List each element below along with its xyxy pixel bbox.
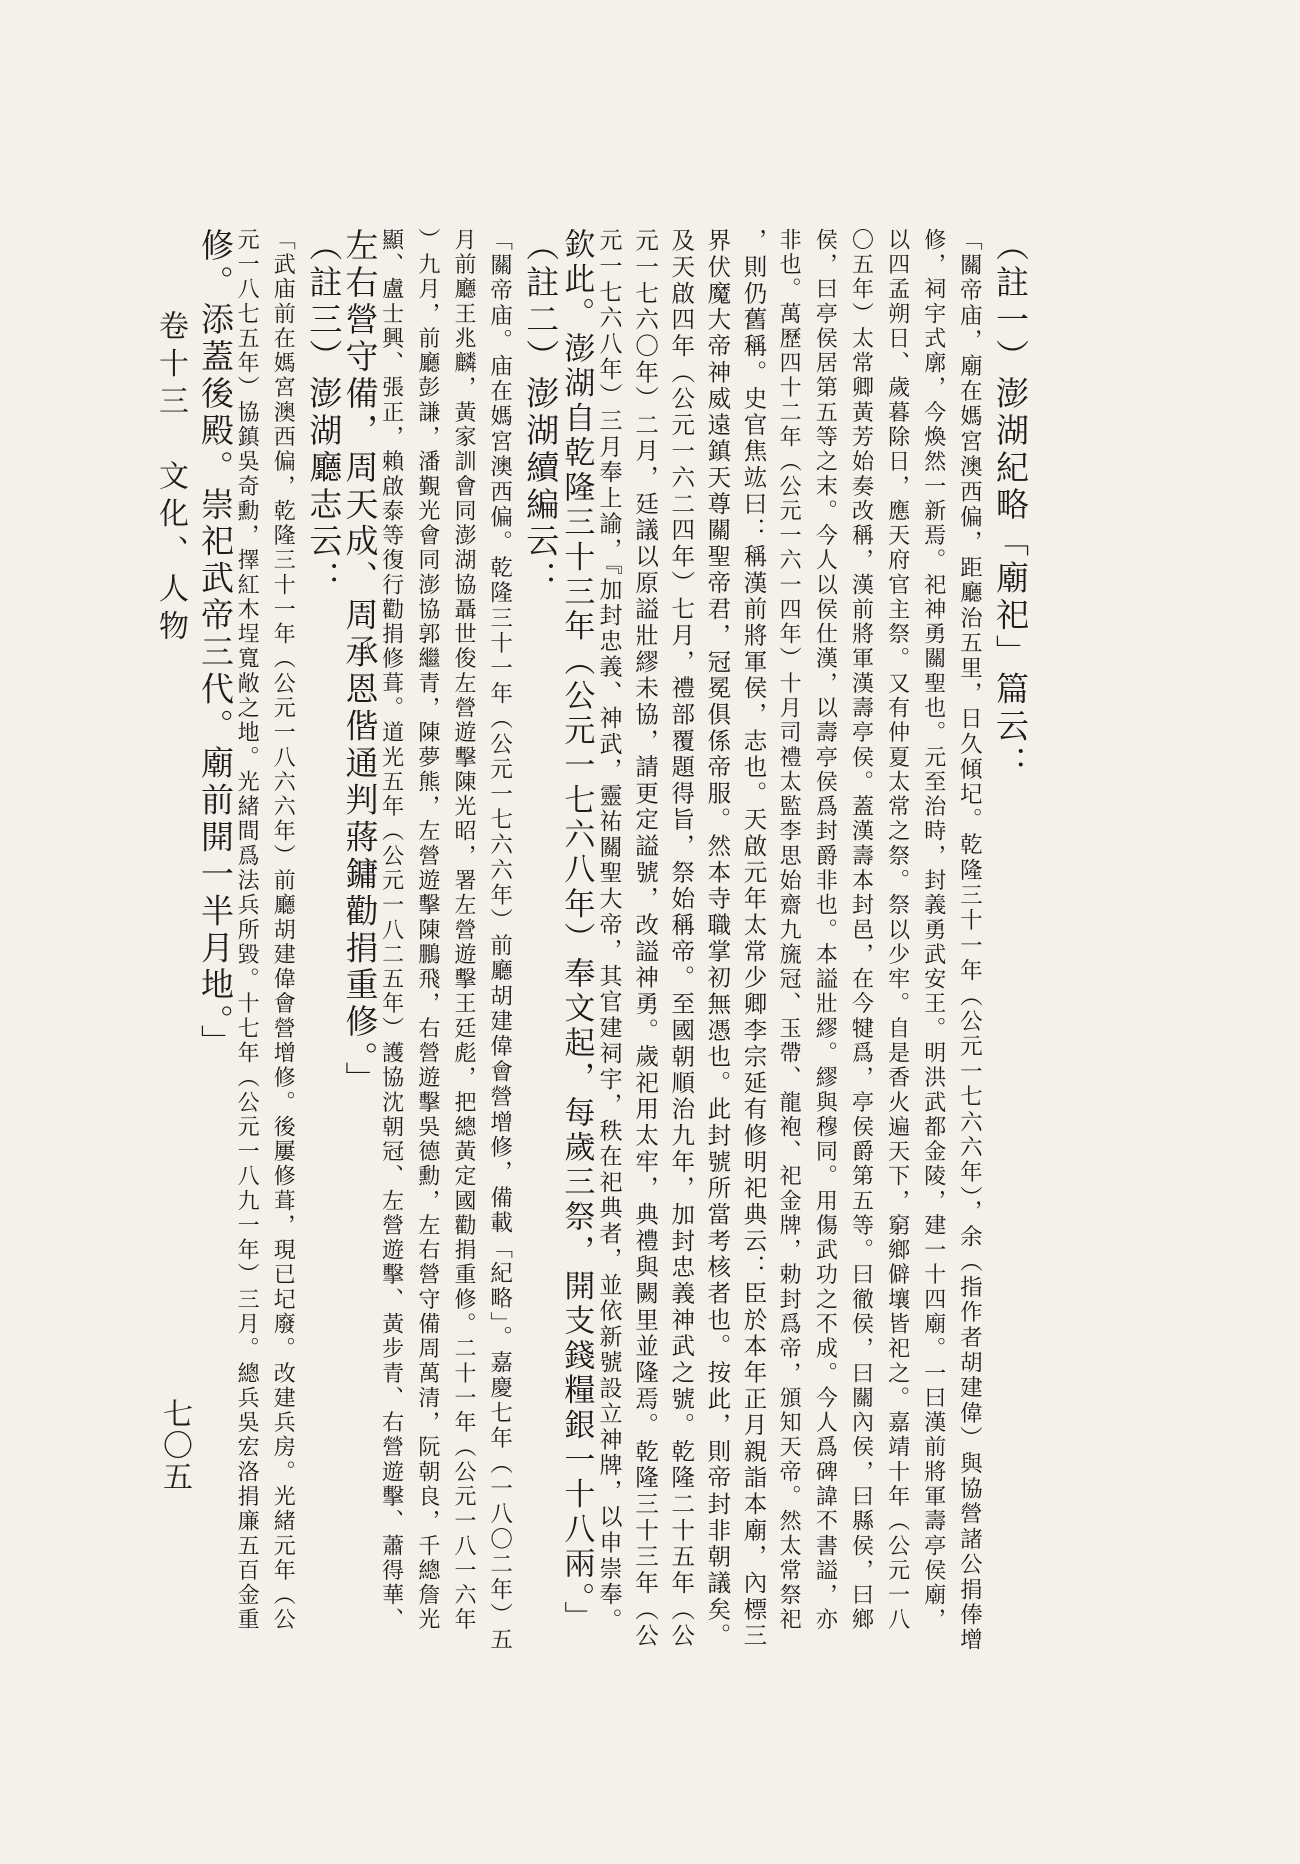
- text-column: ，則仍舊稱。史官焦竑曰：稱漢前將軍侯，志也。天啟元年太常少卿李宗延有修明祀典云：臣於本年正月親詣本廟，內標三: [739, 228, 768, 1650]
- text-column: 非也。萬歷四十二年（公元一六一四年）十月司禮太監李思始齋九旒冠、玉帶、龍袍、祀金牌，勅封爲帝，頒知天帝。然太常祭祀: [776, 228, 802, 1633]
- running-header: 卷十三 文化、人物: [153, 310, 188, 648]
- text-column: 「關帝庙。庙在媽宮澳西偏。乾隆三十一年（公元一七六六年）前廳胡建偉會營增修，備載「紀略」。嘉慶七年（一八〇二年）五: [486, 228, 513, 1654]
- text-column: 元一八七五年）協鎮吳奇勳，擇紅木埕寬敞之地。光緒間爲法兵所毀。十七年（公元一八九一年）三月。總兵吳宏洛捐廉五百金重: [234, 228, 260, 1633]
- text-column: ）九月，前廳彭謙，潘覲光會同澎協郭繼青，陳夢熊，左營遊擊陳鵬飛，右營遊擊吳德勳，左右營守備周萬清，阮朝良，千總詹光: [414, 228, 440, 1633]
- text-column: 「武庙前在媽宮澳西偏，乾隆三十一年（公元一八六六年）前廳胡建偉會營增修。後屢修葺，現已圮廢。改建兵房。光緒元年（公: [270, 228, 296, 1633]
- text-column: 修。添蓋後殿。崇祀武帝三代。廟前開一半月地。」: [196, 228, 235, 1062]
- text-column: 顯、盧士興、張正，賴啟泰等復行勸捐修葺。道光五年（公元一八二五年）護協沈朝冠、左營遊擊、黃步青、右營遊擊、蕭得華、: [378, 228, 404, 1633]
- text-column: 元一七六八年）三月奉上諭，『加封忠義、神武，靈祐關聖大帝，其官建祠宇，秩在祀典者，並依新號設立神牌，以申崇奉。: [595, 228, 622, 1634]
- text-column: 界伏魔大帝神威遠鎮天尊關聖帝君，冠冕俱係帝服。然本寺職掌初無憑也。此封號所當考核者也。按此，則帝封非朝議矣。: [703, 228, 732, 1650]
- text-column: 侯，曰亭侯居第五等之末。今人以侯仕漢，以壽亭侯爲封爵非也。本謚壯繆。繆與穆同。用傷武功之不成。今人爲碑諱不書謚，亦: [812, 228, 838, 1633]
- text-column: 元一七六〇年）二月，廷議以原謚壯繆未協，請更定謚號，改謚神勇。歲祀用太牢，典禮與闕里並隆焉。乾隆三十三年（公: [631, 228, 660, 1650]
- text-column: （註二）澎湖續編云：: [521, 228, 561, 598]
- text-column: 以四孟朔日、歲暮除日，應天府官主祭。又有仲夏太常之祭。祭以少牢。自是香火遍天下，窮鄉僻壤皆祀之。嘉靖十年（公元一八: [884, 228, 910, 1633]
- text-column: （註三）澎湖廳志云：: [304, 228, 344, 598]
- text-column: 及天啟四年（公元一六二四年）七月，禮部覆題得旨，祭始稱帝。至國朝順治九年，加封忠義神武之號。乾隆二十五年（公: [667, 228, 696, 1650]
- text-column: 「關帝庙，廟在媽宮澳西偏，距廳治五里，日久傾圮。乾隆三十一年（公元一七六六年），余（指作者胡建偉）與協營諸公捐俸增: [956, 228, 983, 1654]
- text-column: （註一）澎湖紀略「廟祀」篇云：: [991, 228, 1030, 783]
- text-column: 修，祠宇式廓，今煥然一新焉。祀神勇關聖也。元至治時，封義勇武安王。明洪武都金陵，建一十四廟。一曰漢前將軍壽亭侯廟，: [920, 228, 946, 1633]
- text-column: 左右營守備，周天成、周承恩偕通判蔣鏞勸捐重修。」: [340, 228, 380, 1099]
- text-column: 欽此。澎湖自乾隆三十三年（公元一七六八年）奉文起，每歲三祭，開支錢糧銀一十八兩。」: [558, 228, 595, 1637]
- page-number: 七〇五: [157, 1398, 192, 1493]
- text-column: 〇五年）太常卿黃芳始奏改稱，漢前將軍漢壽亭侯。蓋漢壽本封邑，在今犍爲，亭侯爵第五等。曰徹侯，曰關內侯，曰縣侯，曰鄉: [848, 228, 874, 1633]
- text-column: 月前廳王兆麟，黃家訓會同澎湖協聶世俊左營遊擊陳光昭，署左營遊擊王廷彪，把總黃定國勸捐重修。二十一年（公元一八一六年: [450, 228, 476, 1633]
